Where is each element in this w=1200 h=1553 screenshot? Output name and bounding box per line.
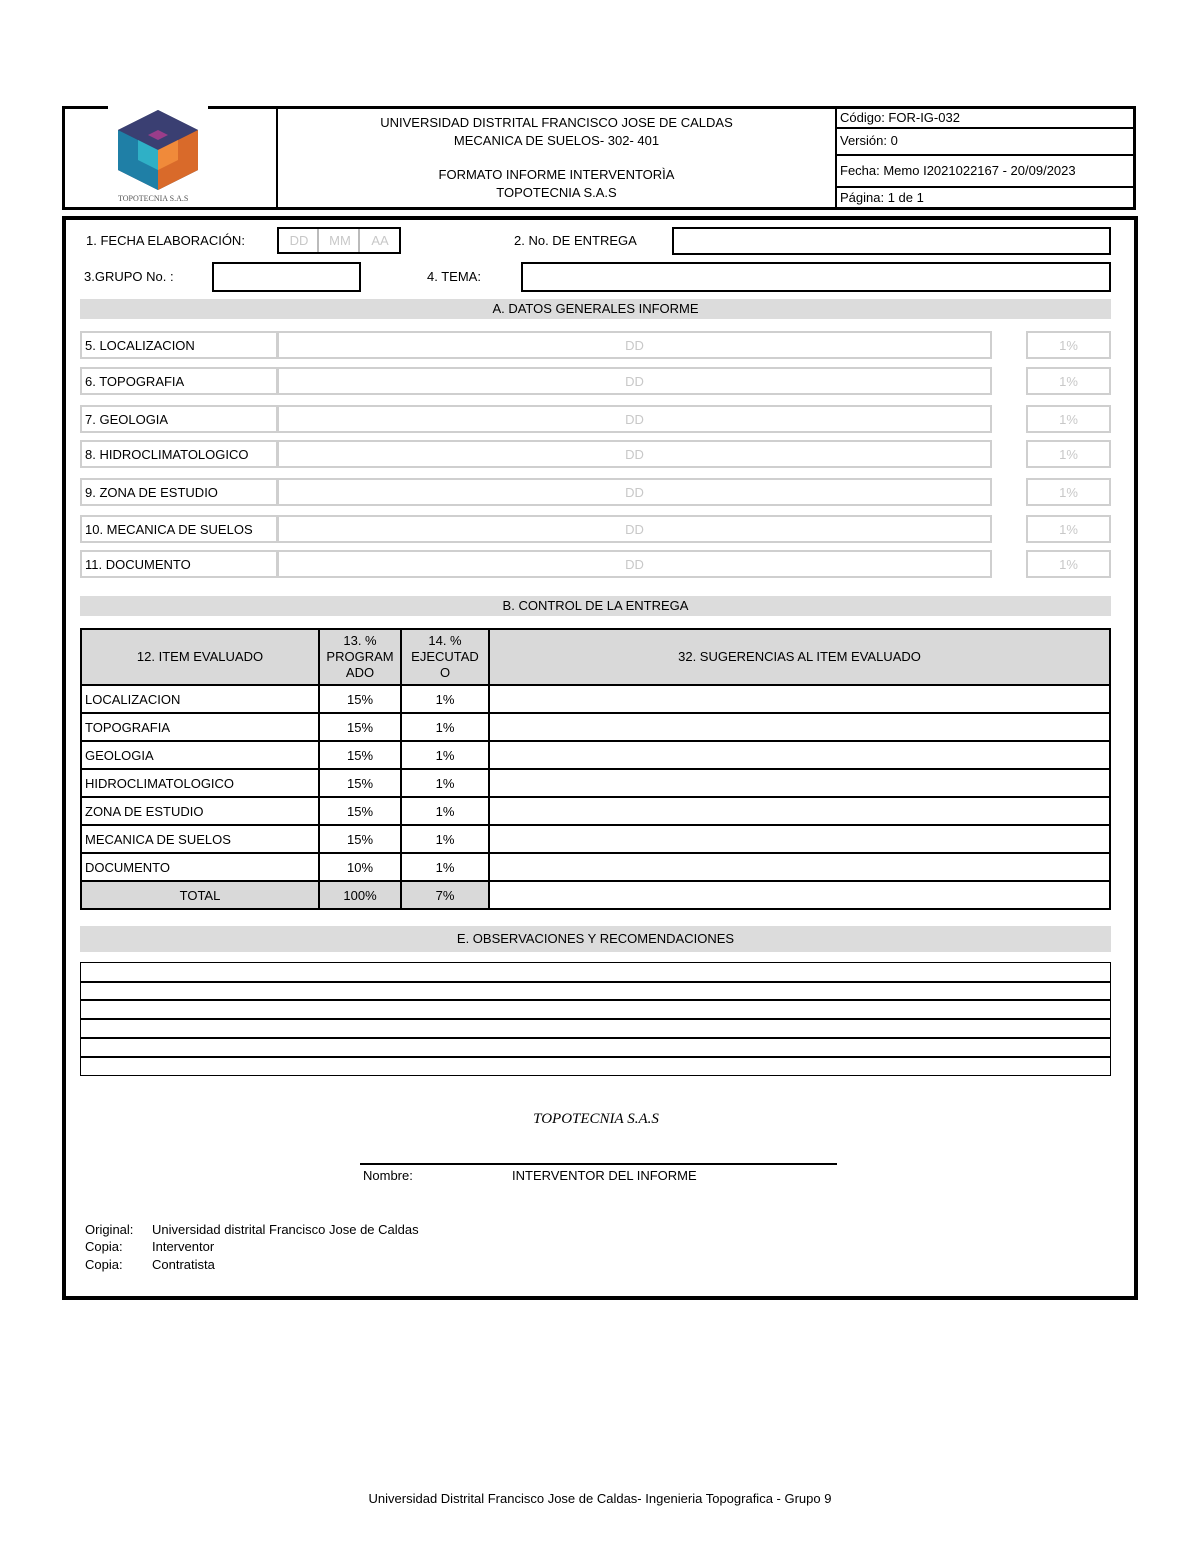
- observaciones-line-3[interactable]: [80, 1018, 1111, 1020]
- ejecutado-cell: 1%: [401, 685, 489, 713]
- programado-cell: 15%: [319, 685, 401, 713]
- total-row: [81, 881, 1110, 909]
- section-a-label-box: [80, 515, 278, 543]
- section-a-value-input[interactable]: [277, 405, 992, 433]
- programado-cell: 15%: [319, 713, 401, 741]
- section-a-label: 9. ZONA DE ESTUDIO: [85, 485, 218, 500]
- item-evaluado-cell: HIDROCLIMATOLOGICO: [81, 769, 319, 797]
- section-a-label: 7. GEOLOGIA: [85, 412, 169, 427]
- header-row-sep-1: [836, 127, 1134, 129]
- section-a-value-placeholder: DD: [625, 557, 644, 572]
- control-table: [80, 628, 1111, 910]
- sugerencias-cell[interactable]: [489, 825, 1110, 853]
- ejecutado-cell: 1%: [401, 769, 489, 797]
- date-day-placeholder: DD: [289, 233, 309, 248]
- section-b-title: B. CONTROL DE LA ENTREGA: [80, 596, 1111, 616]
- ejecutado-cell: 1%: [401, 825, 489, 853]
- section-a-label-box: [80, 331, 278, 359]
- section-a-value-placeholder: DD: [625, 447, 644, 462]
- control-table-body: [81, 685, 1110, 909]
- section-a-percent-placeholder: 1%: [1059, 412, 1078, 427]
- observaciones-line-2[interactable]: [80, 999, 1111, 1001]
- entrega-input[interactable]: [672, 227, 1111, 255]
- grupo-label: 3.GRUPO No. :: [84, 269, 174, 284]
- section-a-label-box: [80, 478, 278, 506]
- header-programado: 13. % PROGRAM ADO: [319, 629, 401, 685]
- programado-cell: 15%: [319, 741, 401, 769]
- signature-line: [360, 1163, 837, 1165]
- section-a-label: 6. TOPOGRAFIA: [85, 374, 185, 389]
- header-row-sep-3: [836, 186, 1134, 188]
- entrega-label: 2. No. DE ENTREGA: [514, 233, 637, 248]
- item-evaluado-cell: MECANICA DE SUELOS: [81, 825, 319, 853]
- tema-input[interactable]: [521, 262, 1111, 292]
- section-a-value-placeholder: DD: [625, 522, 644, 537]
- observaciones-line-4[interactable]: [80, 1037, 1111, 1039]
- total-sugerencias-cell[interactable]: [489, 881, 1110, 909]
- total-ejecutado: 7%: [401, 881, 489, 909]
- date-month-input[interactable]: [320, 229, 360, 252]
- programado-cell: 10%: [319, 853, 401, 881]
- section-a-value-input[interactable]: [277, 331, 992, 359]
- section-a-value-input[interactable]: [277, 367, 992, 395]
- course-name: MECANICA DE SUELOS- 302- 401: [453, 133, 660, 148]
- section-a-value-input[interactable]: [277, 515, 992, 543]
- section-a-percent-input[interactable]: [1026, 478, 1111, 506]
- sugerencias-cell[interactable]: [489, 769, 1110, 797]
- header-ejecutado: 14. % EJECUTAD O: [401, 629, 489, 685]
- section-a-label: 10. MECANICA DE SUELOS: [85, 522, 253, 537]
- table-row: [81, 741, 1110, 769]
- header-divider-2: [835, 106, 837, 210]
- section-a-title: A. DATOS GENERALES INFORME: [80, 299, 1111, 319]
- date-month-placeholder: MM: [329, 233, 351, 248]
- section-a-label-box: [80, 550, 278, 578]
- item-evaluado-cell: TOPOGRAFIA: [81, 713, 319, 741]
- document-date: Fecha: Memo I2021022167 - 20/09/2023: [840, 163, 1076, 178]
- distribution-value-copia-1: Interventor: [152, 1239, 215, 1254]
- logo-caption: TOPOTECNIA S.A.S: [118, 194, 189, 203]
- company-name: TOPOTECNIA S.A.S: [496, 185, 617, 200]
- grupo-input[interactable]: [212, 262, 361, 292]
- signature-role: INTERVENTOR DEL INFORME: [512, 1168, 697, 1183]
- programado-cell: 15%: [319, 825, 401, 853]
- section-a-label-box: [80, 405, 278, 433]
- page-footer: Universidad Distrital Francisco Jose de Caldas- Ingenieria Topografica - Grupo 9: [368, 1491, 832, 1506]
- ejecutado-cell: 1%: [401, 797, 489, 825]
- document-page: Página: 1 de 1: [840, 190, 924, 205]
- section-a-percent-input[interactable]: [1026, 331, 1111, 359]
- section-a-percent-input[interactable]: [1026, 550, 1111, 578]
- item-evaluado-cell: DOCUMENTO: [81, 853, 319, 881]
- observaciones-line-1[interactable]: [80, 981, 1111, 983]
- company-logo: [112, 108, 204, 192]
- sugerencias-cell[interactable]: [489, 685, 1110, 713]
- programado-cell: 15%: [319, 769, 401, 797]
- signature-company: TOPOTECNIA S.A.S: [533, 1111, 659, 1127]
- section-a-value-placeholder: DD: [625, 374, 644, 389]
- observaciones-line-5[interactable]: [80, 1056, 1111, 1058]
- signature-name-label: Nombre:: [363, 1168, 413, 1183]
- table-row: [81, 853, 1110, 881]
- total-programado: 100%: [319, 881, 401, 909]
- item-evaluado-cell: ZONA DE ESTUDIO: [81, 797, 319, 825]
- date-year-input[interactable]: [361, 229, 399, 252]
- logo-cube-icon: [112, 108, 204, 192]
- date-year-placeholder: AA: [371, 233, 389, 248]
- tema-label: 4. TEMA:: [427, 269, 481, 284]
- section-a-value-placeholder: DD: [625, 338, 644, 353]
- section-a-percent-placeholder: 1%: [1059, 485, 1078, 500]
- header-sugerencias: 32. SUGERENCIAS AL ITEM EVALUADO: [489, 629, 1110, 685]
- fecha-label: 1. FECHA ELABORACIÓN:: [86, 233, 245, 248]
- distribution-label-original: Original:: [85, 1222, 134, 1237]
- item-evaluado-cell: LOCALIZACION: [81, 685, 319, 713]
- section-a-value-placeholder: DD: [625, 485, 644, 500]
- section-a-percent-input[interactable]: [1026, 367, 1111, 395]
- header-row-sep-2: [836, 154, 1134, 156]
- section-a-percent-input[interactable]: [1026, 405, 1111, 433]
- sugerencias-cell[interactable]: [489, 713, 1110, 741]
- programado-cell: 15%: [319, 797, 401, 825]
- section-a-percent-placeholder: 1%: [1059, 522, 1078, 537]
- table-row: [81, 797, 1110, 825]
- document-code: Código: FOR-IG-032: [840, 110, 960, 125]
- date-day-input[interactable]: [279, 229, 319, 252]
- document-version: Versión: 0: [840, 133, 898, 148]
- section-a-label-box: [80, 440, 278, 468]
- header-item-evaluado: 12. ITEM EVALUADO: [81, 629, 319, 685]
- distribution-label-copia-2: Copia:: [85, 1257, 123, 1272]
- section-a-value-input[interactable]: [277, 550, 992, 578]
- section-a-value-input[interactable]: [277, 440, 992, 468]
- section-a-percent-placeholder: 1%: [1059, 447, 1078, 462]
- table-row: [81, 685, 1110, 713]
- university-name: UNIVERSIDAD DISTRITAL FRANCISCO JOSE DE CALDAS: [380, 115, 733, 130]
- format-title: FORMATO INFORME INTERVENTORÌA: [438, 167, 675, 182]
- sugerencias-cell[interactable]: [489, 797, 1110, 825]
- section-a-percent-input[interactable]: [1026, 440, 1111, 468]
- section-a-value-input[interactable]: [277, 478, 992, 506]
- item-evaluado-cell: GEOLOGIA: [81, 741, 319, 769]
- sugerencias-cell[interactable]: [489, 853, 1110, 881]
- ejecutado-cell: 1%: [401, 713, 489, 741]
- section-a-percent-input[interactable]: [1026, 515, 1111, 543]
- distribution-label-copia-1: Copia:: [85, 1239, 123, 1254]
- distribution-value-copia-2: Contratista: [152, 1257, 215, 1272]
- table-row: [81, 769, 1110, 797]
- ejecutado-cell: 1%: [401, 741, 489, 769]
- sugerencias-cell[interactable]: [489, 741, 1110, 769]
- section-a-percent-placeholder: 1%: [1059, 338, 1078, 353]
- table-row: [81, 713, 1110, 741]
- section-a-label: 5. LOCALIZACION: [85, 338, 195, 353]
- section-a-label-box: [80, 367, 278, 395]
- section-a-percent-placeholder: 1%: [1059, 557, 1078, 572]
- section-a-label: 11. DOCUMENTO: [85, 557, 191, 572]
- total-label: TOTAL: [81, 881, 319, 909]
- distribution-value-original: Universidad distrital Francisco Jose de Caldas: [152, 1222, 419, 1237]
- section-e-title: E. OBSERVACIONES Y RECOMENDACIONES: [80, 926, 1111, 952]
- ejecutado-cell: 1%: [401, 853, 489, 881]
- section-a-percent-placeholder: 1%: [1059, 374, 1078, 389]
- section-a-value-placeholder: DD: [625, 412, 644, 427]
- table-row: [81, 825, 1110, 853]
- section-a-label: 8. HIDROCLIMATOLOGICO: [85, 447, 249, 462]
